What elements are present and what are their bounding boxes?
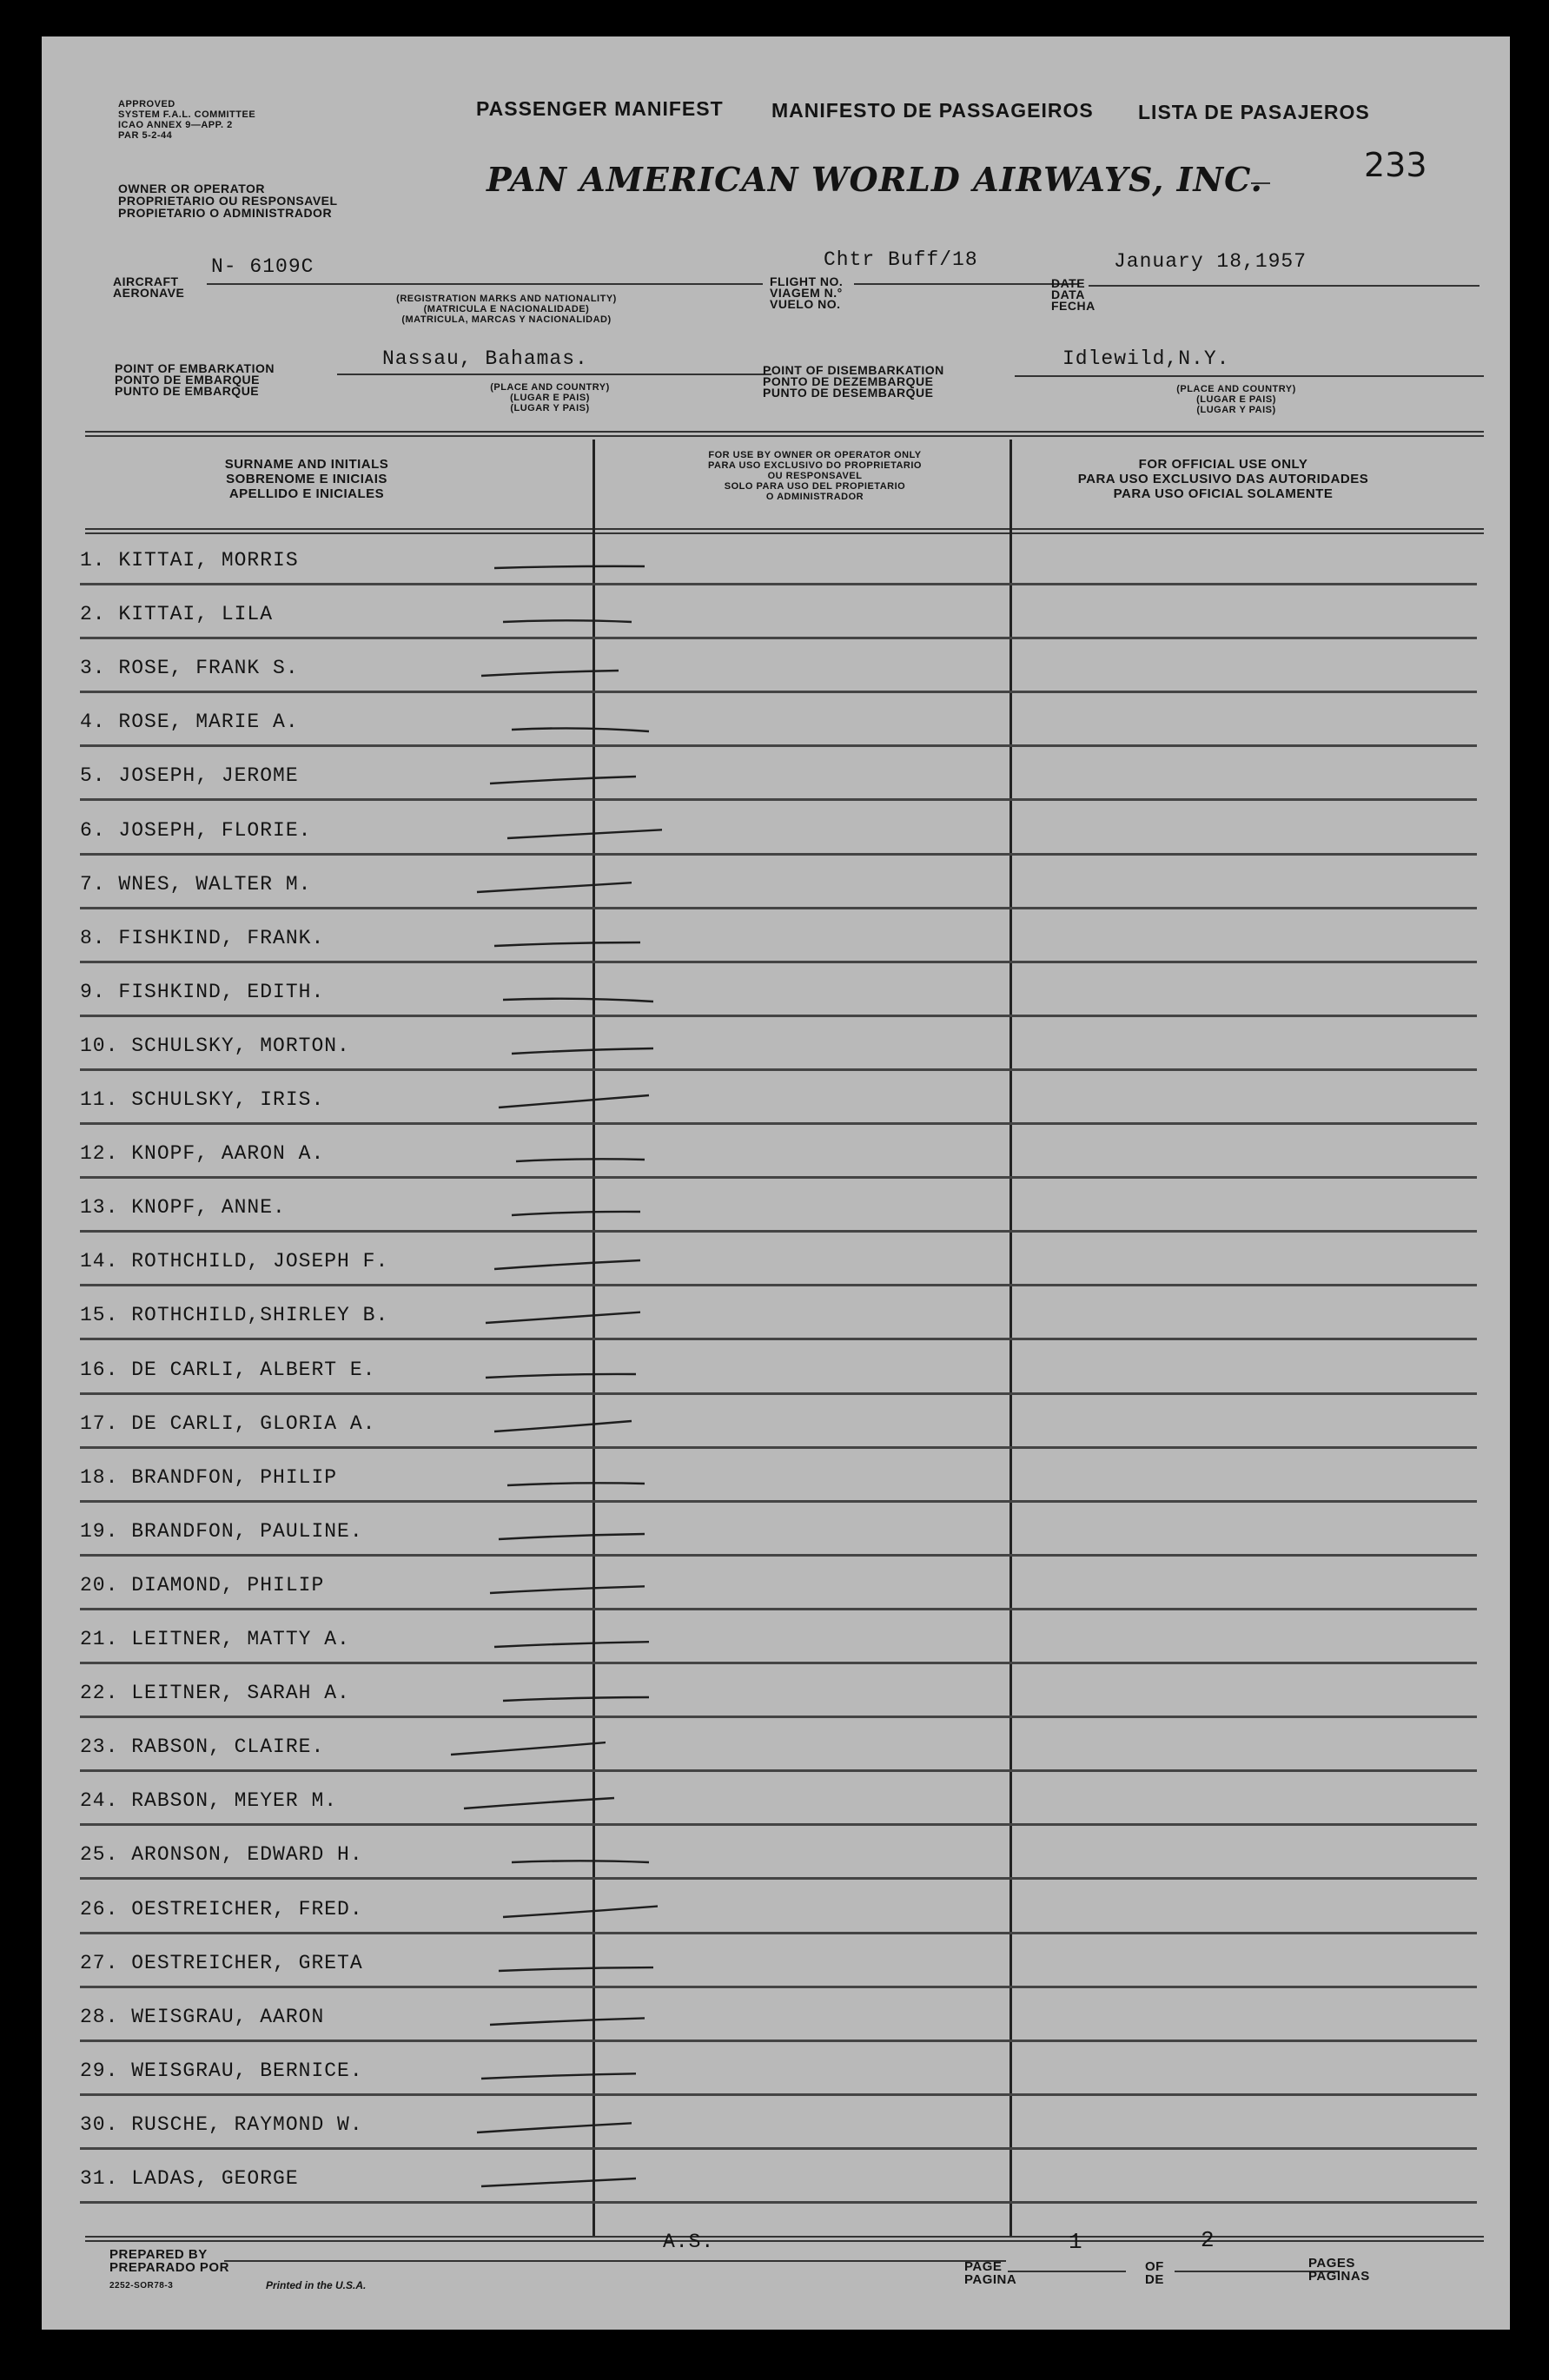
date-labels	[1051, 278, 1096, 312]
flight-line	[854, 283, 1078, 285]
owner-label: OWNER OR OPERATOR	[118, 182, 265, 195]
table-row	[80, 963, 1477, 1017]
embark-label: PONTO DE EMBARQUE	[115, 373, 260, 387]
table-row	[80, 1341, 1477, 1395]
check-mark	[475, 869, 632, 904]
table-row	[80, 1934, 1477, 1988]
owner-use-column-header	[598, 450, 1032, 502]
passenger-name: 14. ROTHCHILD, JOSEPH F.	[80, 1250, 389, 1273]
passenger-name: 3. ROSE, FRANK S.	[80, 657, 299, 680]
passenger-name: 30. RUSCHE, RAYMOND W.	[80, 2112, 363, 2136]
check-mark	[488, 1570, 645, 1605]
check-mark	[493, 923, 649, 958]
airline-name: PAN AMERICAN WORLD AIRWAYS, INC.	[487, 160, 1263, 199]
place-sub-line: (LUGAR Y PAIS)	[510, 403, 590, 413]
page-line	[1008, 2271, 1126, 2272]
passenger-name: 23. RABSON, CLAIRE.	[80, 1735, 325, 1759]
check-mark	[510, 1031, 666, 1066]
check-mark-stroke	[503, 1697, 649, 1701]
check-mark-stroke	[499, 1095, 649, 1107]
approval-line: PAR 5-2-44	[118, 130, 173, 141]
flight-label: VUELO NO.	[770, 297, 841, 311]
page-label: PAGE	[964, 2259, 1003, 2274]
check-mark	[488, 2002, 645, 2037]
sheet-number: 233	[1364, 146, 1427, 184]
disembark-label: PONTO DE DEZEMBARQUE	[763, 374, 934, 388]
check-mark-stroke	[481, 2178, 636, 2186]
check-mark	[514, 1139, 671, 1173]
check-mark-stroke	[494, 942, 640, 946]
check-mark	[449, 1732, 606, 1767]
table-row	[80, 693, 1477, 747]
embark-label: POINT OF EMBARKATION	[115, 361, 275, 375]
passenger-name: 6. JOSEPH, FLORIE.	[80, 818, 312, 842]
aircraft-sub-line: (MATRICULA, MARCAS Y NACIONALIDAD)	[401, 314, 612, 325]
table-row	[80, 1233, 1477, 1286]
pages-label: PAGINAS	[1308, 2269, 1370, 2284]
table-top-rule	[85, 431, 1484, 437]
disembark-line	[1015, 375, 1484, 377]
prepared-labels	[109, 2248, 229, 2274]
page-label: PAGINA	[964, 2272, 1017, 2287]
check-mark-stroke	[451, 1741, 606, 1755]
check-mark	[484, 1355, 640, 1390]
passenger-name: 29. WEISGRAU, BERNICE.	[80, 2059, 363, 2082]
table-row	[80, 639, 1477, 693]
passenger-name: 7. WNES, WALTER M.	[80, 872, 312, 896]
check-mark-stroke	[499, 1967, 653, 1971]
table-row	[80, 1125, 1477, 1179]
check-mark	[501, 1894, 658, 1929]
check-mark	[497, 1517, 653, 1551]
pages-label: PAGES	[1308, 2256, 1355, 2271]
passenger-name: 16. DE CARLI, ALBERT E.	[80, 1358, 376, 1381]
embark-value: Nassau, Bahamas.	[382, 347, 588, 370]
column-header-line: PARA USO EXCLUSIVO DAS AUTORIDADES	[1077, 472, 1369, 486]
check-mark-stroke	[512, 1861, 649, 1863]
check-mark-stroke	[516, 1159, 645, 1161]
check-mark	[493, 1624, 649, 1659]
check-mark	[480, 2056, 636, 2091]
passenger-name: 31. LADAS, GEORGE	[80, 2167, 299, 2190]
date-line	[1089, 285, 1479, 287]
place-sub-line: (LUGAR Y PAIS)	[1196, 405, 1276, 415]
owner-labels	[118, 182, 338, 219]
embark-line	[337, 374, 771, 375]
check-mark-stroke	[494, 566, 645, 568]
check-mark-stroke	[512, 729, 649, 732]
embark-labels	[115, 363, 275, 397]
title-english: PASSENGER MANIFEST	[476, 97, 724, 120]
check-mark	[493, 545, 649, 580]
aircraft-label: AERONAVE	[113, 286, 185, 300]
place-sub-line: (PLACE AND COUNTRY)	[490, 382, 610, 393]
of-value: 2	[1201, 2227, 1215, 2253]
passenger-name: 9. FISHKIND, EDITH.	[80, 980, 325, 1003]
manifest-sheet	[42, 36, 1510, 2330]
aircraft-sub-line: (MATRICULA E NACIONALIDADE)	[423, 304, 590, 314]
title-spanish: LISTA DE PASAJEROS	[1138, 101, 1370, 123]
check-mark-stroke	[490, 777, 636, 783]
check-mark-stroke	[490, 2018, 645, 2025]
column-header-line: APELLIDO E INICIALES	[228, 486, 385, 501]
passenger-name: 1. KITTAI, MORRIS	[80, 549, 299, 572]
column-header-line: PARA USO OFICIAL SOLAMENTE	[1113, 486, 1334, 501]
check-mark-stroke	[486, 1311, 640, 1323]
check-mark	[501, 599, 658, 634]
disembark-labels	[763, 365, 944, 399]
passenger-name: 5. JOSEPH, JEROME	[80, 764, 299, 788]
check-mark-stroke	[494, 1642, 649, 1647]
passenger-name: 17. DE CARLI, GLORIA A.	[80, 1411, 376, 1435]
passenger-name: 27. OESTREICHER, GRETA	[80, 1951, 363, 1974]
date-label: DATE	[1051, 276, 1086, 290]
table-row	[80, 1017, 1477, 1071]
check-mark-stroke	[477, 882, 632, 892]
column-header-line: OU RESPONSAVEL	[767, 471, 863, 481]
check-mark	[462, 1786, 619, 1821]
check-mark	[497, 1948, 653, 1983]
approval-line: SYSTEM F.A.L. COMMITTEE	[118, 109, 256, 120]
check-mark	[510, 1193, 666, 1227]
prepared-line	[224, 2260, 1006, 2262]
table-row	[80, 1610, 1477, 1664]
passenger-name: 8. FISHKIND, FRANK.	[80, 926, 325, 949]
check-mark	[480, 653, 636, 688]
check-mark	[480, 2164, 636, 2198]
column-header-line: O ADMINISTRADOR	[765, 492, 864, 502]
disembark-value: Idlewild,N.Y.	[1062, 347, 1230, 370]
pages-labels	[1308, 2257, 1370, 2283]
place-sub-line: (LUGAR E PAIS)	[1196, 394, 1276, 405]
check-mark-stroke	[494, 1260, 640, 1269]
check-mark	[475, 2110, 632, 2145]
owner-label: PROPRIETARIO OU RESPONSAVEL	[118, 194, 338, 208]
column-header-line: FOR USE BY OWNER OR OPERATOR ONLY	[708, 450, 922, 460]
embark-place-sub	[450, 382, 650, 413]
check-mark	[484, 1300, 640, 1335]
passenger-name: 10. SCHULSKY, MORTON.	[80, 1034, 350, 1057]
aircraft-value: N- 6109C	[211, 255, 314, 278]
date-label: FECHA	[1051, 299, 1096, 313]
passenger-name: 12. KNOPF, AARON A.	[80, 1142, 325, 1166]
page-value: 1	[1069, 2229, 1083, 2255]
table-row	[80, 1718, 1477, 1772]
place-sub-line: (PLACE AND COUNTRY)	[1176, 384, 1296, 394]
passenger-name: 24. RABSON, MEYER M.	[80, 1789, 338, 1813]
check-mark-stroke	[490, 1586, 645, 1593]
check-mark	[501, 977, 658, 1012]
passenger-name: 13. KNOPF, ANNE.	[80, 1196, 286, 1220]
aircraft-sub-line: (REGISTRATION MARKS AND NATIONALITY)	[396, 294, 617, 304]
prepared-label: PREPARED BY	[109, 2247, 208, 2262]
table-row	[80, 909, 1477, 963]
table-row	[80, 585, 1477, 639]
aircraft-label: AIRCRAFT	[113, 274, 179, 288]
check-mark-stroke	[494, 1421, 632, 1431]
official-use-column-header	[1015, 457, 1432, 501]
aircraft-sub	[311, 294, 702, 325]
approval-line: APPROVED	[118, 99, 175, 109]
passenger-name: 28. WEISGRAU, AARON	[80, 2005, 325, 2028]
passenger-name: 26. OESTREICHER, FRED.	[80, 1897, 363, 1921]
flight-label: VIAGEM N.°	[770, 286, 843, 300]
table-row	[80, 2042, 1477, 2096]
check-mark-stroke	[507, 1483, 645, 1485]
table-row	[80, 1557, 1477, 1610]
check-mark-stroke	[512, 1212, 640, 1215]
table-row	[80, 1988, 1477, 2042]
passenger-name: 4. ROSE, MARIE A.	[80, 711, 299, 734]
flight-labels	[770, 276, 843, 310]
aircraft-line	[207, 283, 763, 285]
check-mark-stroke	[512, 1048, 653, 1054]
table-row	[80, 1664, 1477, 1718]
table-row	[80, 1449, 1477, 1503]
check-mark	[506, 1463, 662, 1497]
check-mark	[510, 1840, 666, 1874]
check-mark	[488, 761, 645, 796]
of-labels	[1145, 2260, 1164, 2286]
place-sub-line: (LUGAR E PAIS)	[510, 393, 590, 403]
table-row	[80, 2150, 1477, 2204]
column-header-line: SURNAME AND INITIALS	[224, 457, 389, 472]
check-mark-stroke	[503, 999, 653, 1002]
dash-mark	[1251, 182, 1270, 184]
of-label: DE	[1145, 2272, 1164, 2287]
disembark-label: PUNTO DE DESEMBARQUE	[763, 386, 934, 400]
date-value: January 18,1957	[1114, 250, 1307, 273]
table-row	[80, 1179, 1477, 1233]
aircraft-labels	[113, 276, 184, 299]
embark-label: PUNTO DE EMBARQUE	[115, 384, 260, 398]
check-mark	[506, 816, 662, 850]
table-row	[80, 1772, 1477, 1826]
check-mark-stroke	[503, 620, 632, 622]
flight-label: FLIGHT NO.	[770, 274, 844, 288]
owner-label: PROPIETARIO O ADMINISTRADOR	[118, 206, 333, 220]
printed-note: Printed in the U.S.A.	[266, 2279, 367, 2291]
column-header-line: SOBRENOME E INICIAIS	[226, 472, 387, 486]
table-row	[80, 747, 1477, 801]
row-rule	[80, 2201, 1477, 2204]
approval-block	[118, 99, 255, 141]
check-mark-stroke	[486, 1373, 636, 1377]
column-header-line: FOR OFFICIAL USE ONLY	[1138, 457, 1308, 472]
table-row	[80, 1881, 1477, 1934]
passenger-name: 25. ARONSON, EDWARD H.	[80, 1843, 363, 1867]
flight-value: Chtr Buff/18	[824, 248, 978, 271]
disembark-label: POINT OF DISEMBARKATION	[763, 363, 944, 377]
table-row	[80, 856, 1477, 909]
check-mark	[510, 707, 666, 742]
table-row	[80, 802, 1477, 856]
page-labels	[964, 2260, 1016, 2286]
table-row	[80, 1503, 1477, 1557]
of-label: OF	[1145, 2259, 1164, 2274]
passenger-name: 2. KITTAI, LILA	[80, 603, 274, 626]
column-header-line: SOLO PARA USO DEL PROPIETARIO	[724, 481, 906, 492]
approval-line: ICAO ANNEX 9—APP. 2	[118, 120, 233, 130]
check-mark	[493, 1409, 649, 1444]
title-portuguese: MANIFESTO DE PASSAGEIROS	[771, 99, 1094, 122]
passenger-name: 19. BRANDFON, PAULINE.	[80, 1519, 363, 1543]
check-mark	[493, 1246, 649, 1281]
table-row	[80, 532, 1477, 585]
passenger-name: 22. LEITNER, SARAH A.	[80, 1682, 350, 1705]
passenger-name: 21. LEITNER, MATTY A.	[80, 1628, 350, 1650]
passenger-name: 20. DIAMOND, PHILIP	[80, 1573, 325, 1597]
table-row	[80, 2096, 1477, 2150]
form-number: 2252-SOR78-3	[109, 2281, 174, 2291]
check-mark-stroke	[481, 671, 619, 676]
prepared-label: PREPARADO POR	[109, 2260, 229, 2275]
check-mark-stroke	[481, 2073, 636, 2079]
disembark-place-sub	[1136, 384, 1336, 415]
check-mark-stroke	[464, 1798, 614, 1808]
check-mark-stroke	[507, 830, 662, 838]
date-label: DATA	[1051, 288, 1085, 301]
table-row	[80, 1826, 1477, 1880]
table-row	[80, 1286, 1477, 1340]
passenger-name: 18. BRANDFON, PHILIP	[80, 1465, 338, 1489]
table-row	[80, 1071, 1477, 1125]
column-header-line: PARA USO EXCLUSIVO DO PROPRIETARIO	[708, 460, 922, 471]
check-mark-stroke	[503, 1905, 658, 1917]
table-bottom-rule	[85, 2236, 1484, 2242]
prepared-value: A.S.	[663, 2231, 715, 2253]
surname-column-header	[172, 457, 441, 501]
check-mark	[497, 1085, 653, 1120]
passenger-name: 11. SCHULSKY, IRIS.	[80, 1088, 325, 1111]
check-mark	[501, 1678, 658, 1713]
table-row	[80, 1395, 1477, 1449]
passenger-name: 15. ROTHCHILD,SHIRLEY B.	[80, 1304, 389, 1327]
check-mark-stroke	[477, 2122, 632, 2132]
check-mark-stroke	[499, 1534, 645, 1539]
